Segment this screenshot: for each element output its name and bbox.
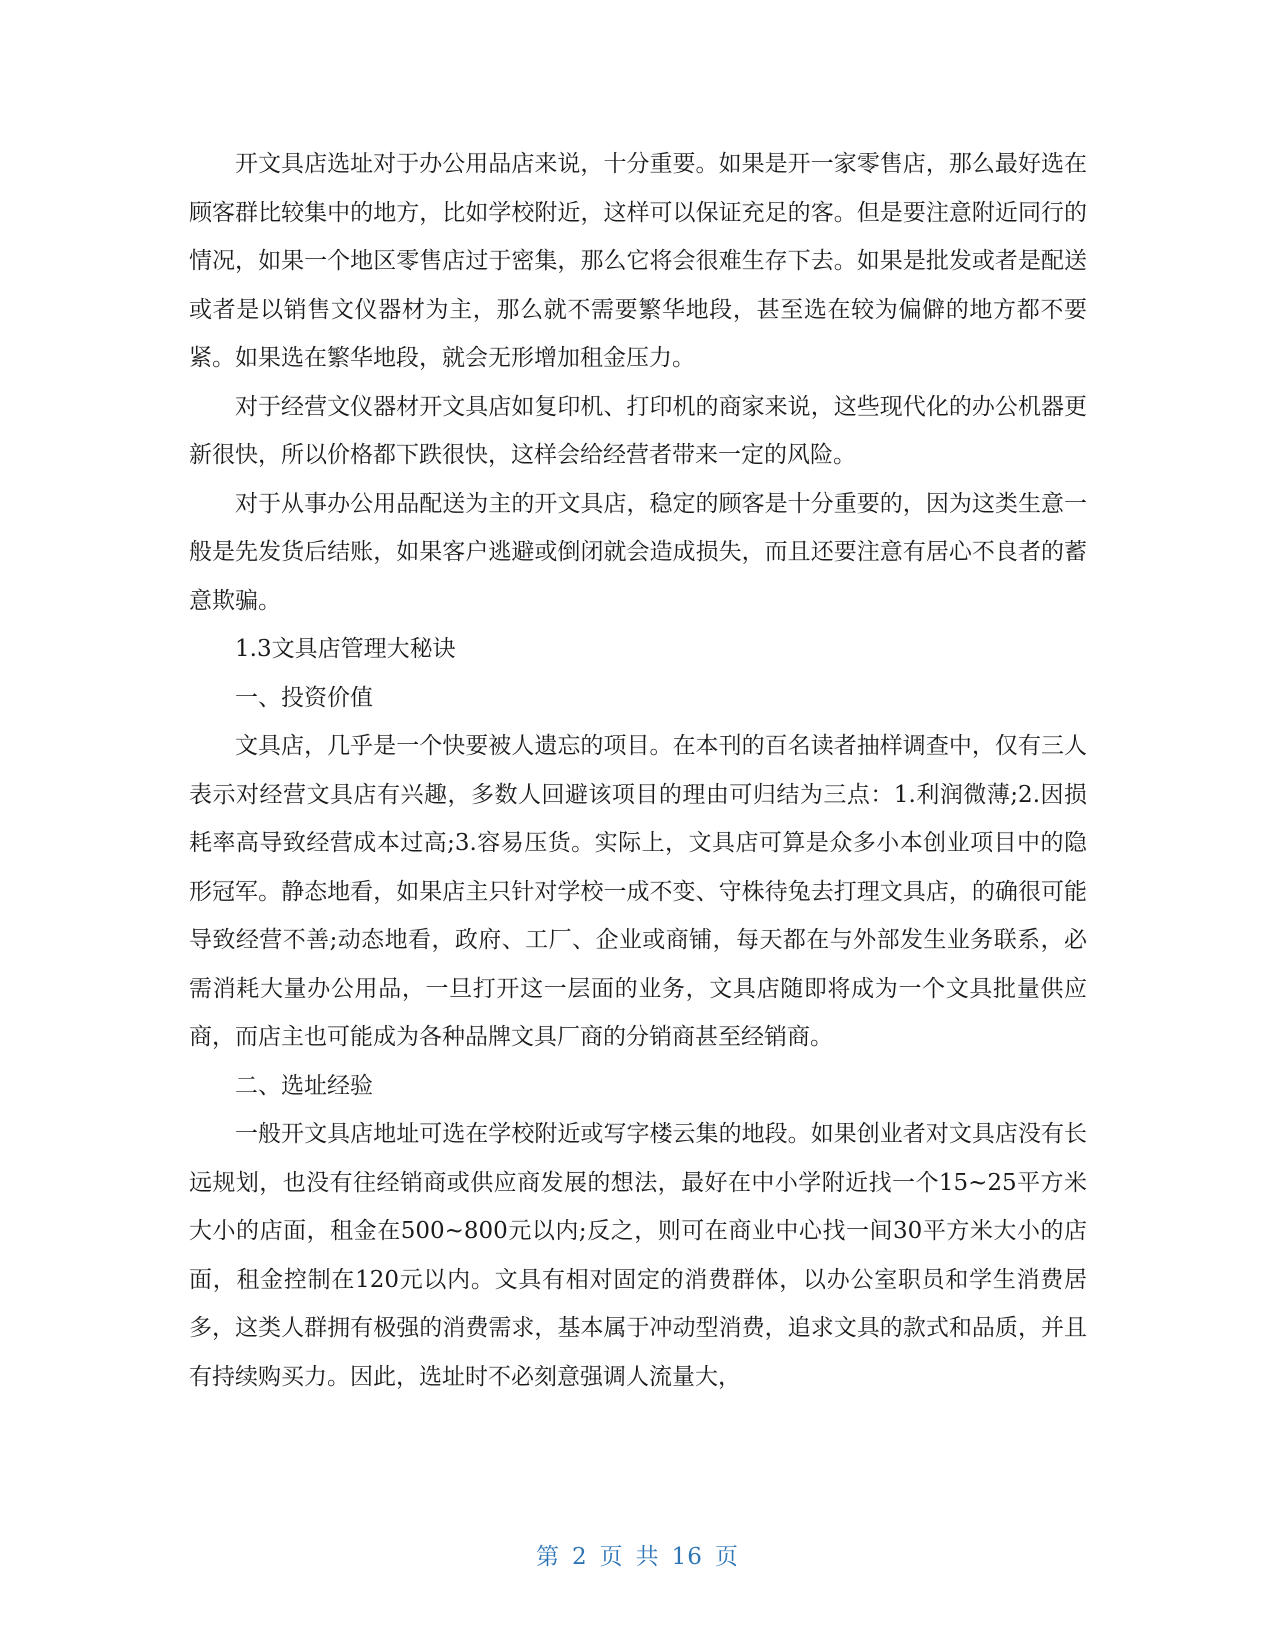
subheading-investment-value: 一、投资价值 xyxy=(235,684,373,711)
paragraph-site-selection: 开文具店选址对于办公用品店来说，十分重要。如果是开一家零售店，那么最好选在顾客群比较集中的地方，比如学校附近，这样可以保证充足的客。但是要注意附近同行的情况，如果一个地区零售店过于密集，那么它将会很难生存下去。如果是批发或者是配送或者是以销售文仪器材为主，那么就不需要繁华地段，甚至选在较为偏僻的地方都不要紧。如果选在繁华地段，就会无形增加租金压力。 xyxy=(189,151,1087,371)
paragraph-investment-value: 文具店，几乎是一个快要被人遗忘的项目。在本刊的百名读者抽样调查中，仅有三人表示对经营文具店有兴趣，多数人回避该项目的理由可归结为三点：1.利润微薄;2.因损耗率高导致经营成本过高;3.容易压货。实际上，文具店可算是众多小本创业项目中的隐形冠军。静态地看，如果店主只针对学校一成不变、守株待兔去打理文具店，的确很可能导致经营不善;动态地看，政府、工厂、企业或商铺，每天都在与外部发生业务联系，必需消耗大量办公用品，一旦打开这一层面的业务，文具店随即将成为一个文具批量供应商，而店主也可能成为各种品牌文具厂商的分销商甚至经销商。 xyxy=(189,733,1087,1050)
subheading-site-experience: 二、选址经验 xyxy=(235,1072,373,1099)
paragraph-equipment-risk: 对于经营文仪器材开文具店如复印机、打印机的商家来说，这些现代化的办公机器更新很快，所以价格都下跌很快，这样会给经营者带来一定的风险。 xyxy=(189,393,1087,468)
footer-total-word: 共 xyxy=(635,1544,660,1570)
page-footer xyxy=(0,1538,1275,1571)
footer-suffix: 页 xyxy=(714,1544,739,1570)
footer-total-pages: 16 xyxy=(671,1544,703,1570)
paragraph-site-experience: 一般开文具店地址可选在学校附近或写字楼云集的地段。如果创业者对文具店没有长远规划，也没有往经销商或供应商发展的想法，最好在中小学附近找一个15~25平方米大小的店面，租金在500~800元以内;反之，则可在商业中心找一间30平方米大小的店面，租金控制在120元以内。文具有相对固定的消费群体，以办公室职员和学生消费居多，这类人群拥有极强的消费需求，基本属于冲动型消费，追求文具的款式和品质，并且有持续购买力。因此，选址时不必刻意强调人流量大， xyxy=(189,1121,1087,1390)
footer-prefix: 第 xyxy=(536,1544,561,1570)
footer-current-page: 2 xyxy=(572,1544,588,1570)
section-heading-management: 1.3文具店管理大秘诀 xyxy=(235,636,456,662)
footer-page-word: 页 xyxy=(599,1544,624,1570)
paragraph-delivery-customers: 对于从事办公用品配送为主的开文具店，稳定的顾客是十分重要的，因为这类生意一般是先发货后结账，如果客户逃避或倒闭就会造成损失，而且还要注意有居心不良者的蓄意欺骗。 xyxy=(189,490,1087,614)
document-body xyxy=(189,140,1087,1401)
